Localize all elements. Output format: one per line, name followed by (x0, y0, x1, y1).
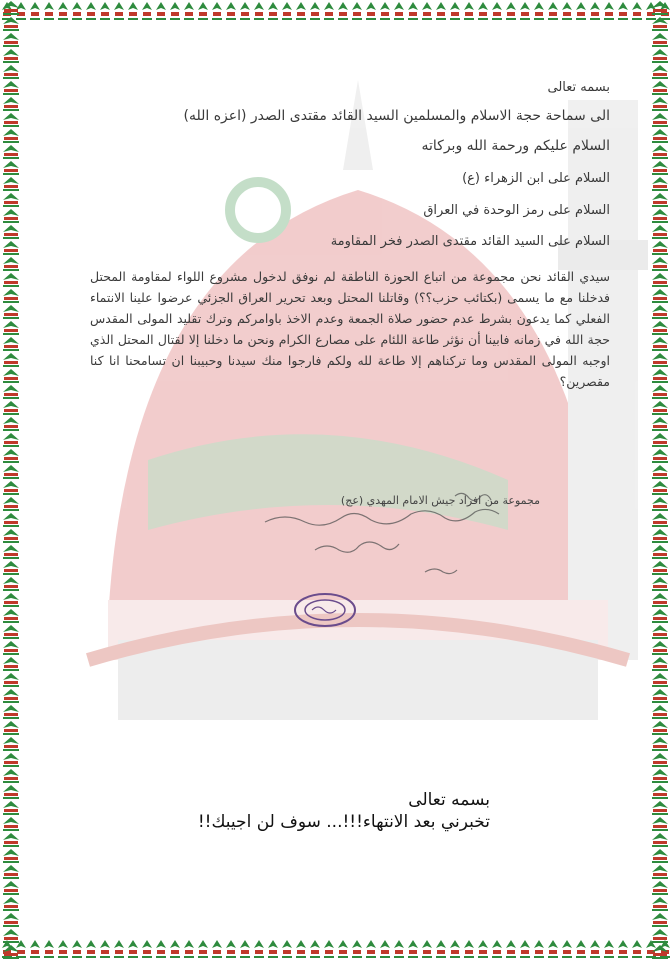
letter-paragraph: سيدي القائد نحن مجموعة من اتباع الحوزة الناطقة لم نوفق لدخول مشروع اللواء لمقاومة المحتل فدخلنا مع ما يسمى (بكتائب حزب؟؟) وقاتلنا المحتل وبعد تحرير العراق الجزئي عرضوا علينا الانتماء الفعلي كما يدعون بشرط عدم حضور صلاة الجمعة وعدم الاخذ باوامركم وترك تقليد المولى المقدس حجة الله في زمانه فابينا أن نؤثر طاعة اللئام على مصارع الكرام ونحن ما دخلنا إلا لقتال المحتل الذي اوجبه المولى المقدس وما تركناهم إلا طاعة لله ولكم فارجوا منك سيدنا وحبيبنا ان تسامحنا انا كنا مقصرين؟ (90, 268, 610, 389)
salam-line: السلام عليكم ورحمة الله وبركاته (421, 138, 610, 155)
salam-sayed-line: السلام على السيد القائد مقتدى الصدر فخر المقاومة (330, 234, 610, 250)
left-border-ornament (0, 0, 22, 960)
transcription-block (160, 790, 490, 832)
seal-stamp (290, 590, 360, 630)
basmala-line: بسمه تعالى (547, 80, 610, 95)
salam-wahda-line: السلام على رمز الوحدة في العراق (423, 202, 610, 218)
transcription-line-1: بسمه تعالى (408, 790, 490, 810)
salam-zahra-line: السلام على ابن الزهراء (ع) (462, 171, 610, 187)
transcription-line-2: تخبرني بعد الانتهاء!!!... سوف لن اجيبك!! (197, 812, 490, 832)
top-border-ornament (0, 0, 671, 22)
signature-line: مجموعة من افراد جيش الامام المهدي (عج) (340, 494, 540, 507)
handwritten-reply-scribble (255, 488, 525, 578)
letter-body (90, 80, 610, 392)
addressee-line: الى سماحة حجة الاسلام والمسلمين السيد القائد مقتدى الصدر (اعزه الله) (183, 107, 610, 124)
bottom-border-ornament (0, 938, 671, 960)
